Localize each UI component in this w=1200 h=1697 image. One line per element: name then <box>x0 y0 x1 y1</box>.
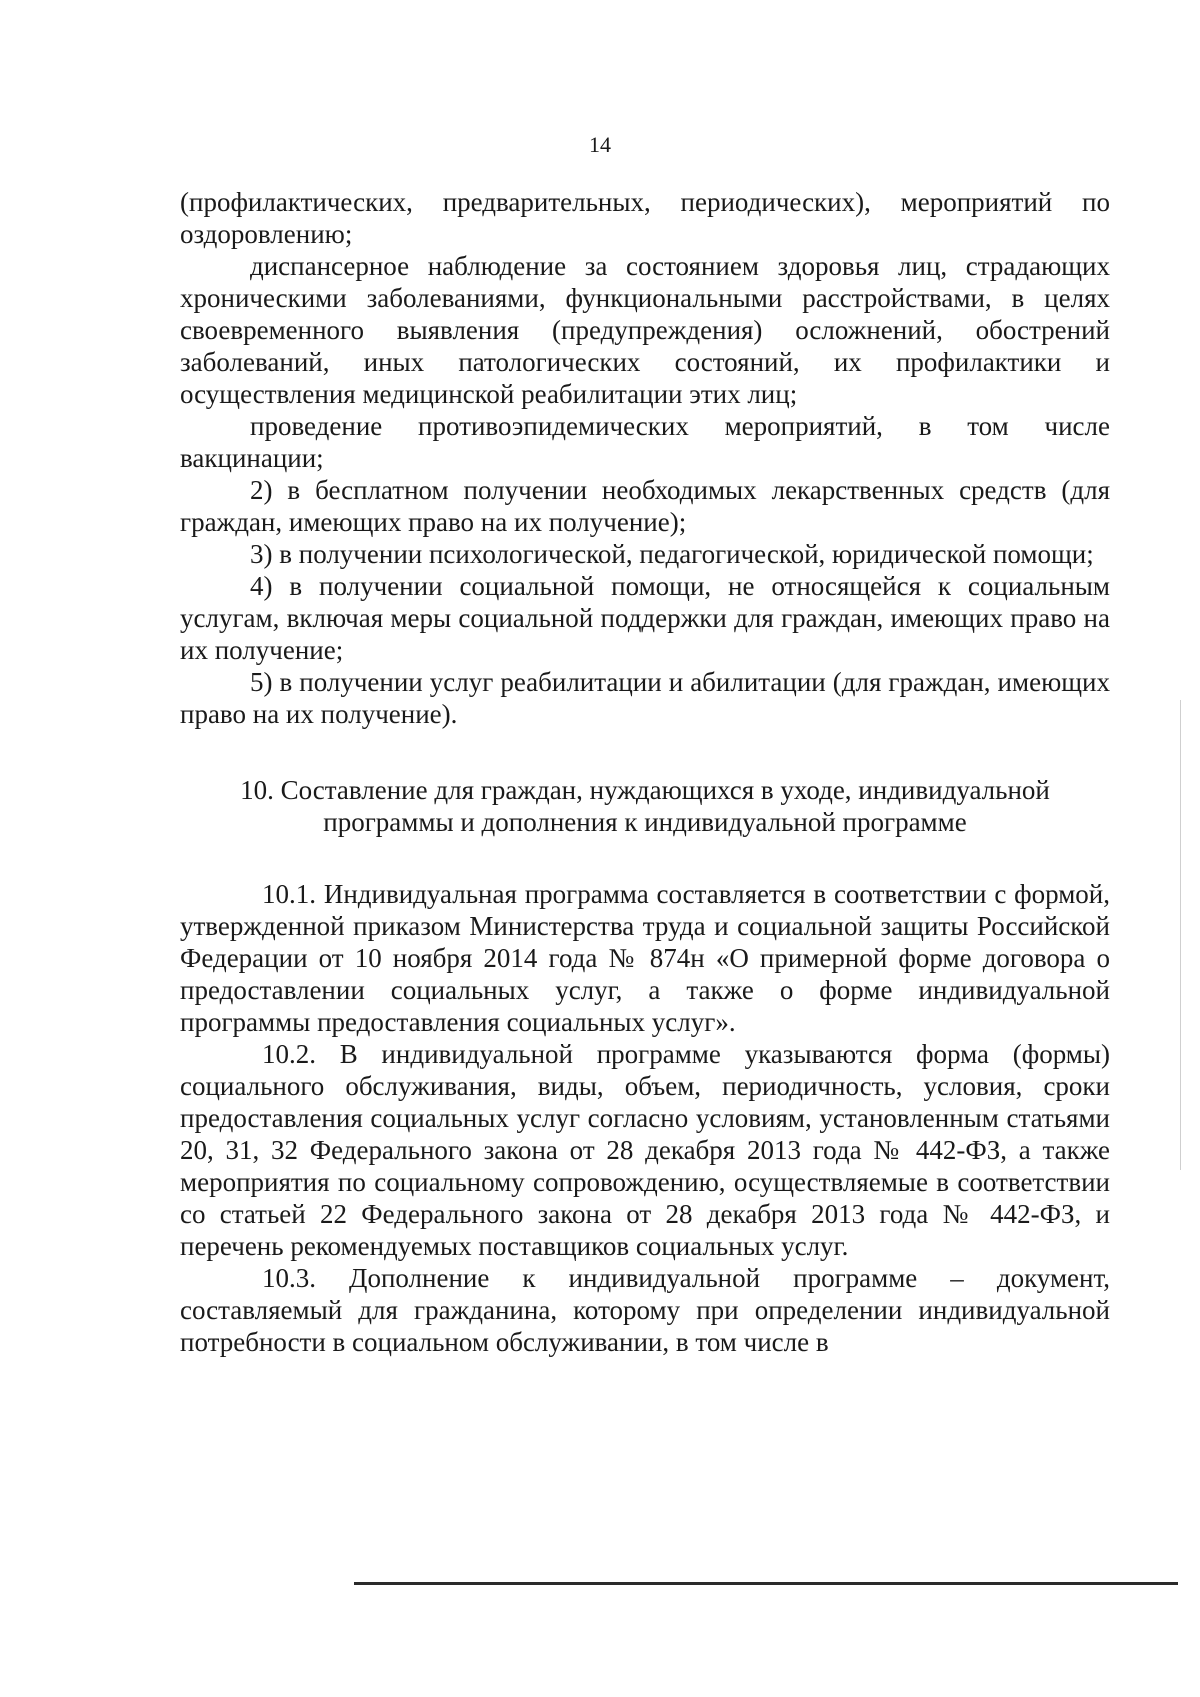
document-body-top <box>180 186 1110 1358</box>
paragraph: 10.1. Индивидуальная программа составляется в соответствии с формой, утвержденной приказом Министерства труда и социальной защиты Российской Федерации от 10 ноября 2014 года № 874н «О примерной форме договора о предоставлении социальных услуг, а также о форме индивидуальной программы предоставления социальных услуг». <box>180 879 1110 1037</box>
scan-edge-line <box>1180 700 1181 1170</box>
paragraph: 5) в получении услуг реабилитации и абилитации (для граждан, имеющих право на их получение). <box>180 667 1110 729</box>
page-number: 14 <box>589 132 611 157</box>
paragraph: проведение противоэпидемических мероприятий, в том числе вакцинации; <box>180 411 1110 473</box>
section-heading-line: программы и дополнения к индивидуальной программе <box>323 807 967 837</box>
bottom-rule <box>354 1582 1178 1585</box>
section-heading <box>180 774 1110 838</box>
paragraph: 2) в бесплатном получении необходимых лекарственных средств (для граждан, имеющих право на их получение); <box>180 475 1110 537</box>
paragraph: 4) в получении социальной помощи, не относящейся к социальным услугам, включая меры социальной поддержки для граждан, имеющих право на их получение; <box>180 571 1110 665</box>
section-heading-line: 10. Составление для граждан, нуждающихся в уходе, индивидуальной <box>240 775 1050 805</box>
paragraph: (профилактических, предварительных, периодических), мероприятий по оздоровлению; <box>180 187 1110 249</box>
paragraph: 10.3. Дополнение к индивидуальной программе – документ, составляемый для гражданина, которому при определении индивидуальной потребности в социальном обслуживании, в том числе в <box>180 1263 1110 1357</box>
paragraph: 10.2. В индивидуальной программе указываются форма (формы) социального обслуживания, виды, объем, периодичность, условия, сроки предоставления социальных услуг согласно условиям, установленным статьями 20, 31, 32 Федерального закона от 28 декабря 2013 года № 442-ФЗ, а также мероприятия по социальному сопровождению, осуществляемые в соответствии со статьей 22 Федерального закона от 28 декабря 2013 года № 442-ФЗ, и перечень рекомендуемых поставщиков социальных услуг. <box>180 1039 1110 1261</box>
paragraph: диспансерное наблюдение за состоянием здоровья лиц, страдающих хроническими заболеваниями, функциональными расстройствами, в целях своевременного выявления (предупреждения) осложнений, обострений заболеваний, иных патологических состояний, их профилактики и осуществления медицинской реабилитации этих лиц; <box>180 251 1110 409</box>
paragraph: 3) в получении психологической, педагогической, юридической помощи; <box>250 539 1094 569</box>
